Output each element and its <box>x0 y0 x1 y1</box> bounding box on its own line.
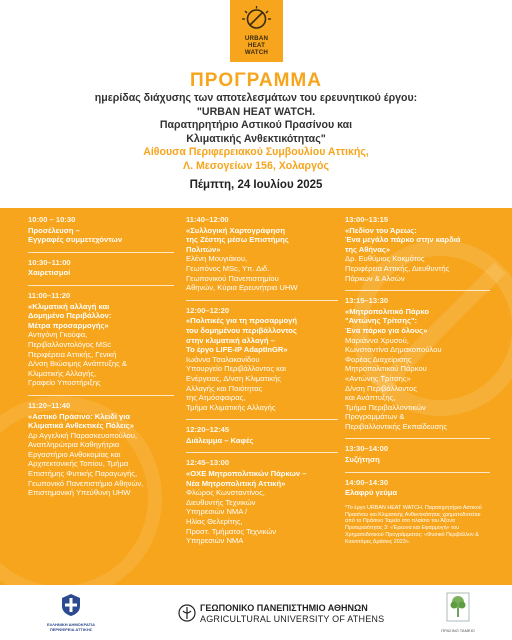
session-divider <box>345 438 490 439</box>
session-title-line: Δομημένο Περιβάλλον: <box>28 311 112 321</box>
speaker-info-line: Υπουργείο Περιβάλλοντος και <box>186 364 286 374</box>
program-header <box>0 70 512 193</box>
session-title-line: Ένα μεγάλο πάρκο στην καρδιά <box>345 235 461 245</box>
speaker-info-line: Ελένη Μουγιάκου, <box>186 254 248 264</box>
speaker-info-line: Περιβαλλοντικής Εκπαίδευσης <box>345 421 448 431</box>
speaker-info-line: Κωνσταντίνα Δημακοπούλου <box>345 345 442 355</box>
green-fund-tree-icon <box>445 591 471 623</box>
session-title-line: "Αντώνης Τρίτσης": <box>345 316 418 326</box>
session-title-line: της Ζέστης μέσω Επιστήμης <box>186 235 289 245</box>
speaker-info-line: Κλιματικής Αλλαγής, <box>28 368 97 378</box>
subtitle-line-1: ημερίδας διάχυσης των αποτελεσμάτων του ερευνητικού έργου: <box>94 92 418 104</box>
speaker-info-line: Φλώρος Κωνσταντίνος, <box>186 488 265 498</box>
program-session <box>28 215 174 245</box>
speaker-info-line: Διευθυντής Τεχνικών <box>186 497 256 507</box>
program-column-3-items <box>345 215 490 498</box>
program-session <box>345 215 490 283</box>
session-title-line: του δομημένου περιβάλλοντος <box>186 325 297 335</box>
program-session <box>186 306 338 413</box>
session-title-line: Προσέλευση – <box>28 225 80 235</box>
program-column-1 <box>28 215 174 505</box>
program-session <box>28 258 174 278</box>
session-divider <box>345 472 490 473</box>
venue-line-1: Αίθουσα Περιφερειακού Συμβουλίου Αττικής, <box>143 146 369 158</box>
session-time: 10:00 – 10:30 <box>28 215 76 224</box>
session-divider <box>28 285 174 286</box>
session-title-line: «Αστικό Πράσινο: Κλειδί για <box>28 411 131 421</box>
aua-name-english: AGRICULTURAL UNIVERSITY OF ATHENS <box>200 614 385 624</box>
speaker-info-line: Τμήμα Κλιματικής Αλλαγής <box>186 402 276 412</box>
session-title-line: Εγγραφές συμμετεχόντων <box>28 235 123 245</box>
session-title-line: «Κλιματική αλλαγή και <box>28 301 110 311</box>
speaker-info-line: Ιωάννα Τσαλακανίδου <box>186 354 260 364</box>
program-panel <box>0 208 512 585</box>
speaker-info-line: Μητροπολιτικού Πάρκου <box>345 364 427 374</box>
speaker-info-line: Επιστημονική Υπεύθυνη UHW <box>28 488 131 498</box>
session-title-line: «ΟΧΕ Μητροπολιτικών Πάρκων – <box>186 469 307 479</box>
green-fund-label: ΠΡΑΣΙΝΟ ΤΑΜΕΙΟ <box>441 628 475 633</box>
speaker-info-line: Αρχιτεκτονικής Τοπίου, Τμήμα <box>28 459 129 469</box>
speaker-info-line: Περιφέρεια Αττικής, Γενική <box>28 349 117 359</box>
session-title-line: Κλιματικά Ανθεκτικές Πόλεις» <box>28 421 134 431</box>
program-session <box>345 296 490 431</box>
speaker-info-line: Δρ Αγγελική Παρασκευοπούλου, <box>28 430 137 440</box>
subtitle-line-2: "URBAN HEAT WATCH. <box>196 105 316 118</box>
subtitle-line-3: Παρατηρητήριο Αστικού Πρασίνου και <box>159 119 353 131</box>
speaker-info-line: Υπηρεσιών ΝΜΑ / <box>186 507 248 517</box>
session-time: 12:45–13:00 <box>186 458 230 468</box>
session-time: 11:20–11:40 <box>28 400 71 410</box>
program-column-2 <box>186 215 338 553</box>
session-time: 11:00–11:20 <box>28 290 71 300</box>
session-time: 10:30–11:00 <box>28 257 71 267</box>
venue-line-2: Λ. Μεσογείων 156, Χολαργός <box>183 159 329 172</box>
session-title-line: Διάλειμμα – Καφές <box>186 435 254 445</box>
session-title-line: Ελαφρύ γεύμα <box>345 488 398 498</box>
logo-line-3: WATCH <box>244 49 269 56</box>
session-title-line: «Πολιτικές για τη προσαρμογή <box>186 316 298 326</box>
session-divider <box>186 452 338 453</box>
program-session <box>186 458 338 545</box>
logo-line-2: HEAT <box>247 42 266 49</box>
speaker-info-line: Αθηνών, Κύρια Ερευνήτρια UHW <box>186 283 298 293</box>
speaker-info-line: και Ανάπτυξης, <box>345 393 396 403</box>
logo-line-1: URBAN <box>244 35 269 42</box>
speaker-info-line: Εργαστήριο Ανθοκομίας και <box>28 449 121 459</box>
page-title: ΠΡΟΓΡΑΜΜΑ <box>190 70 322 91</box>
session-title-line: της Αθήνας» <box>345 244 391 254</box>
session-title-line: «Συλλογική Χαρτογράφηση <box>186 225 286 235</box>
session-time: 14:00–14:30 <box>345 477 389 487</box>
speaker-info-line: Γεωπόνος MSc, Υπ. Διδ. <box>186 263 270 273</box>
session-divider <box>345 290 490 291</box>
session-divider <box>28 395 174 396</box>
speaker-info-line: Αναπληρώτρια Καθηγήτρια <box>28 440 120 450</box>
speaker-info-line: Δρ. Ευθύμιος Κοκμότος <box>345 254 425 264</box>
region-line-2: ΠΕΡΙΦΕΡΕΙΑ ΑΤΤΙΚΗΣ <box>49 627 93 632</box>
logo-wordmark <box>230 35 283 56</box>
funding-note: *Το έργο URBAN HEAT WATCH. Παρατηρητήριο Αστικού Πρασίνου και Κλιματικής Ανθεκτικότητας χρηματοδοτείται από το Πράσινο Ταμείο στο πλαίσιο του Άξονα Προτεραιότητας 3: «Έρευνα και Εφαρμογή» του Χρηματοδοτικού Προγράμματος: «Φυσικό Περιβάλλον & Καινοτόμες Δράσεις 2023». <box>345 504 482 545</box>
speaker-info-line: Προγραμμάτων & <box>345 412 405 422</box>
session-time: 13:30–14:00 <box>345 444 389 454</box>
program-session <box>345 444 490 464</box>
program-session <box>186 215 338 293</box>
speaker-info-line: Γεωπονικού Πανεπιστημίου <box>186 273 279 283</box>
session-time: 12:00–12:20 <box>186 305 230 315</box>
speaker-info-line: Ενέργειας, Δ/νση Κλιματικής <box>186 373 281 383</box>
speaker-info-line: Περιβαλλοντολόγος MSc <box>28 339 111 349</box>
program-column-3 <box>345 215 490 546</box>
aua-emblem-icon <box>178 603 196 623</box>
green-fund-logo <box>440 591 476 633</box>
speaker-info-line: Αντιγόνη Γκούφα, <box>28 330 88 340</box>
session-time: 13:15–13:30 <box>345 296 389 306</box>
speaker-info-line: Δ/νση Βιώσιμης Ανάπτυξης & <box>28 359 127 369</box>
speaker-info-line: Πάρκων & Αλσών <box>345 273 405 283</box>
speaker-info-line: «Αντώνης Τρίτσης» <box>345 373 411 383</box>
session-time: 11:40–12:00 <box>186 215 229 224</box>
greek-emblem-icon <box>60 593 82 617</box>
session-title-line: «Πεδίον του Άρεως: <box>345 225 417 235</box>
speaker-info-line: Υπηρεσιών ΝΜΑ <box>186 536 244 546</box>
session-divider <box>186 300 338 301</box>
session-time: 13:00–13:15 <box>345 215 389 224</box>
session-title-line: Νέα Μητροπολιτική Αττική» <box>186 478 286 488</box>
session-divider <box>28 252 174 253</box>
region-attica-logo <box>46 593 96 632</box>
program-session <box>345 478 490 498</box>
speaker-info-line: Ηλίας Θελερίτης, <box>186 517 243 527</box>
session-title-line: Πολιτών» <box>186 244 221 254</box>
session-divider <box>186 419 338 420</box>
program-session <box>28 401 174 498</box>
footer-logos <box>0 585 512 640</box>
speaker-info-line: Φορέας Διαχείρισης <box>345 354 412 364</box>
subtitle-line-4: Κλιματικής Ανθεκτικότητας" <box>186 132 326 145</box>
program-session <box>28 291 174 388</box>
session-title-line: Συζήτηση <box>345 455 380 465</box>
session-title-line: Το έργο LIFE-IP AdaptInGR» <box>186 345 288 355</box>
speaker-info-line: Μαριάννα Χρυσού, <box>345 335 409 345</box>
speaker-info-line: Επιστήμης Φυτικής Παραγωγής, <box>28 469 138 479</box>
session-title-line: Μέτρα προσαρμογής» <box>28 320 109 330</box>
aua-name-greek: ΓΕΩΠΟΝΙΚΟ ΠΑΝΕΠΙΣΤΗΜΙΟ ΑΘΗΝΩΝ <box>200 603 368 613</box>
speaker-info-line: Γεωπονικό Πανεπιστήμιο Αθηνών, <box>28 478 144 488</box>
session-title-line: «Μητροπολιτικό Πάρκο <box>345 306 429 316</box>
speaker-info-line: Τμήμα Περιβαλλοντικών <box>345 402 426 412</box>
speaker-info-line: Περιφέρεια Αττικής, Διευθυντής <box>345 263 450 273</box>
session-time: 12:20–12:45 <box>186 425 230 435</box>
session-title-line: Ένα πάρκο για όλους» <box>345 325 428 335</box>
speaker-info-line: Αλλαγής και Ποιότητας <box>186 383 263 393</box>
sun-thermometer-icon <box>241 5 272 35</box>
region-line-1: ΕΛΛΗΝΙΚΗ ΔΗΜΟΚΡΑΤΙΑ <box>46 622 96 627</box>
session-title-line: στην κλιματική αλλαγή – <box>186 335 275 345</box>
event-date: Πέμπτη, 24 Ιουλίου 2025 <box>189 179 323 191</box>
program-session <box>186 425 338 445</box>
urban-heat-watch-logo <box>230 0 283 62</box>
speaker-info-line: Γραφείο Υποστήριξης <box>28 378 101 388</box>
session-title-line: Χαιρετισμοί <box>28 268 71 278</box>
speaker-info-line: της Ατμόσφαιρας, <box>186 393 246 403</box>
speaker-info-line: Προστ. Τμήματος Τεχνικών <box>186 526 277 536</box>
speaker-info-line: Δ/νση Περιβάλλοντος <box>345 383 417 393</box>
